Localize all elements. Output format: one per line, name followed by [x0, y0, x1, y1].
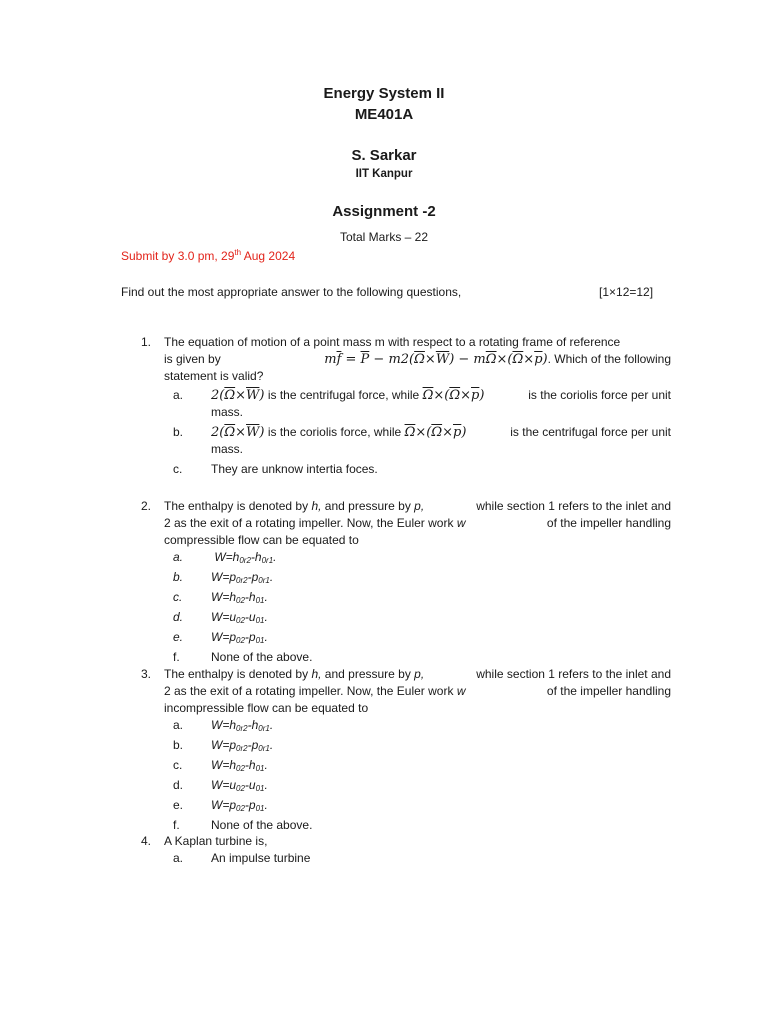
- question-text: is given by $m\overline{f} = \overline{P} - m2(\overline{\Omega}\times\overline{W}) - m\overline{\Omega}\times(\overline{\Omega}\times\overline{p})$. Which of the following: [164, 352, 671, 367]
- option-a: a. An impulse turbine: [173, 851, 311, 865]
- equation-of-motion: $m\overline{f} = \overline{P} - m2(\overline{\Omega}\times\overline{W}) - m\overline{\Omega}\times(\overline{\Omega}\times\overline{p})$. Which of the following: [324, 352, 671, 367]
- option-f: f. None of the above.: [173, 818, 313, 832]
- option-e: e. $W=p_{02}-p_{01}$.: [173, 798, 268, 813]
- institute-name: IIT Kanpur: [355, 168, 413, 180]
- course-title: Energy System II: [323, 85, 445, 102]
- question-text: The enthalpy is denoted by h, and pressure by p, while section 1 refers to the inlet and 2 as the exit of a rotating impeller. Now, the Euler work w of the impeller handling compressible flow can be equated to: [164, 499, 671, 547]
- question-text: The equation of motion of a point mass m with respect to a rotating frame of reference: [164, 335, 621, 349]
- marks-scheme: [1×12=12]: [599, 285, 654, 299]
- question-2: [141, 498, 671, 666]
- question-number: 2.: [141, 499, 152, 513]
- question-1: [141, 334, 671, 478]
- option-c: c. They are unknow intertia foces.: [173, 462, 378, 476]
- course-code: ME401A: [354, 106, 414, 123]
- submission-deadline: Submit by 3.0 pm, 29th Aug 2024: [121, 248, 296, 263]
- option-b: b. $W=p_{0r2}-p_{0r1}$.: [173, 570, 274, 585]
- option-d: d. $W=u_{02}-u_{01}$.: [173, 610, 268, 625]
- option-d: d. $W=u_{02}-u_{01}$.: [173, 778, 268, 793]
- instructions-text: Find out the most appropriate answer to the following questions,: [121, 285, 462, 299]
- option-a: a. $W=h_{0r2}-h_{0r1}$.: [173, 718, 274, 733]
- total-marks: Total Marks – 22: [339, 230, 429, 244]
- option-e: e. $W=p_{02}-p_{01}$.: [173, 630, 268, 645]
- question-number: 3.: [141, 667, 152, 681]
- option-c: c. $W=h_{02}-h_{01}$.: [173, 590, 268, 605]
- question-number: 4.: [141, 834, 152, 848]
- option-b: b. $W=p_{0r2}-p_{0r1}$.: [173, 738, 274, 753]
- author-name: S. Sarkar: [351, 147, 417, 164]
- question-number: 1.: [141, 335, 152, 349]
- question-3: [141, 666, 671, 834]
- option-b: b. $2(\overline{\Omega}\times\overline{W})$ is the coriolis force, while $\overline{\Omega}\times(\overline{\Omega}\times\overline{p})$ is the centrifugal force per unit mass.: [173, 425, 671, 456]
- option-c: c. $W=h_{02}-h_{01}$.: [173, 758, 268, 773]
- option-a: a. $W=h_{0r2}-h_{0r1}$.: [173, 550, 277, 565]
- question-text: The enthalpy is denoted by h, and pressure by p, while section 1 refers to the inlet and 2 as the exit of a rotating impeller. Now, the Euler work w of the impeller handling incompressible flow can be equated to: [164, 667, 671, 715]
- assignment-title: Assignment -2: [332, 203, 436, 220]
- question-4: [141, 833, 671, 867]
- option-a: a. $2(\overline{\Omega}\times\overline{W})$ is the centrifugal force, while $\overline{\Omega}\times(\overline{\Omega}\times\overline{p})$ is the coriolis force per unit mass.: [173, 388, 671, 419]
- question-text: A Kaplan turbine is,: [164, 834, 268, 848]
- question-text: statement is valid?: [164, 369, 264, 383]
- option-f: f. None of the above.: [173, 650, 313, 664]
